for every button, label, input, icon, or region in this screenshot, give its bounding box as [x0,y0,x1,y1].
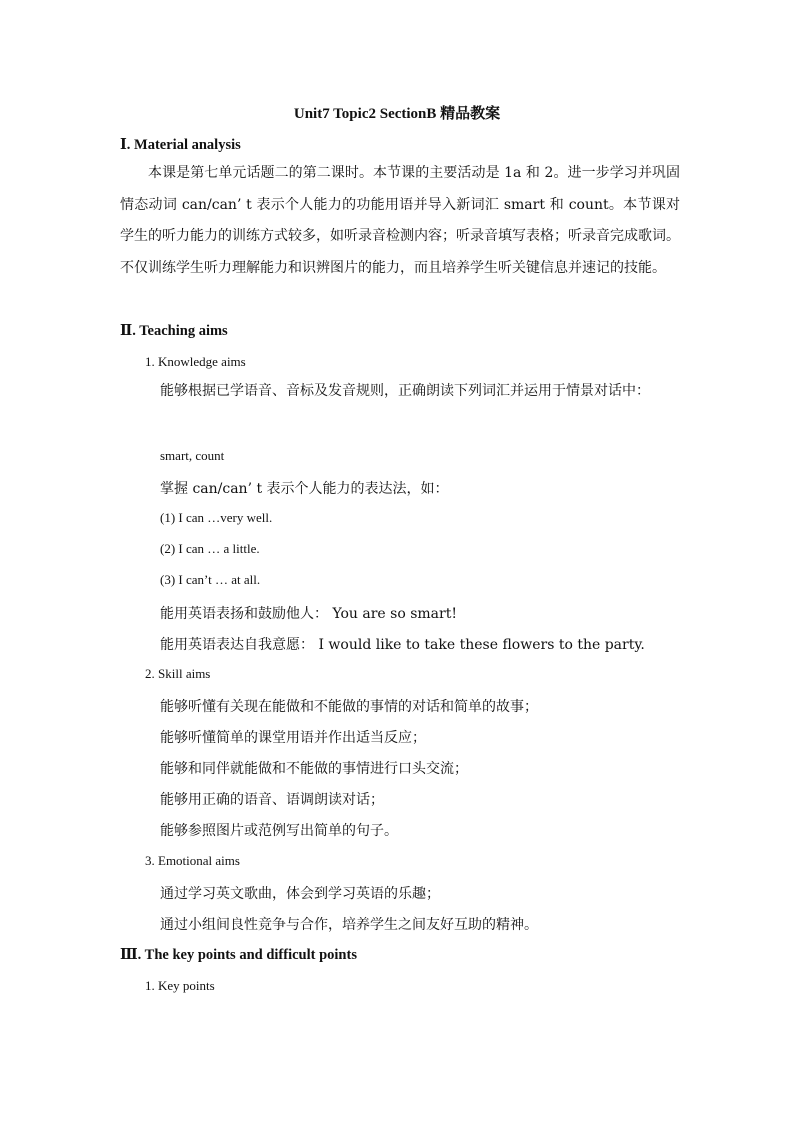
heading-material-analysis: Ⅰ. Material analysis [120,137,241,153]
skill-item: 能够听懂简单的课堂用语并作出适当反应； [160,730,426,746]
example-3: (3) I can’t … at all. [160,572,261,587]
knowledge-aims-intro: 能够根据已学语音、音标及发音规则，正确朗读下列词汇并运用于情景对话中： [160,383,650,399]
heading-teaching-aims: Ⅱ. Teaching aims [120,323,228,339]
skill-item: 能够听懂有关现在能做和不能做的事情的对话和简单的故事； [160,699,538,715]
skill-item: 能够参照图片或范例写出简单的句子。 [160,823,398,839]
emotional-item: 通过小组间良性竞争与合作，培养学生之间友好互助的精神。 [160,917,538,933]
praise-sentence: 能用英语表扬和鼓励他人： You are so smart! [160,606,457,622]
skill-item: 能够和同伴就能做和不能做的事情进行口头交流； [160,761,468,777]
knowledge-aims-label: 1. Knowledge aims [145,354,246,369]
skill-item: 能够用正确的语音、语调朗读对话； [160,792,384,808]
document-title: Unit7 Topic2 SectionB 精品教案 [293,106,501,122]
key-points-label: 1. Key points [145,978,215,993]
vocabulary-words: smart, count [160,448,225,463]
emotional-item: 通过学习英文歌曲，体会到学习英语的乐趣； [160,886,440,902]
heading-key-difficult-points: Ⅲ. The key points and difficult points [120,947,357,963]
grasp-expression: 掌握 can/can’ t 表示个人能力的表达法，如： [160,481,449,497]
example-1: (1) I can …very well. [160,510,273,525]
skill-aims-label: 2. Skill aims [145,666,211,681]
emotional-aims-label: 3. Emotional aims [145,853,240,868]
material-analysis-paragraph: 本课是第七单元话题二的第二课时。本节课的主要活动是 1a 和 2。进一步学习并巩固情态动词 can/can’ t 表示个人能力的功能用语并导入新词汇 smart 和 count。本节课对学生的听力能力的训练方式较多，如听录音检测内容；听录音填写表格；听录音完成歌词。不仅训练学生听力理解能力和识辨图片的能力，而且培养学生听关键信息并速记的技能。 [120,165,680,276]
wish-sentence: 能用英语表达自我意愿： I would like to take these flowers to the party. [160,637,645,653]
example-2: (2) I can … a little. [160,541,260,556]
